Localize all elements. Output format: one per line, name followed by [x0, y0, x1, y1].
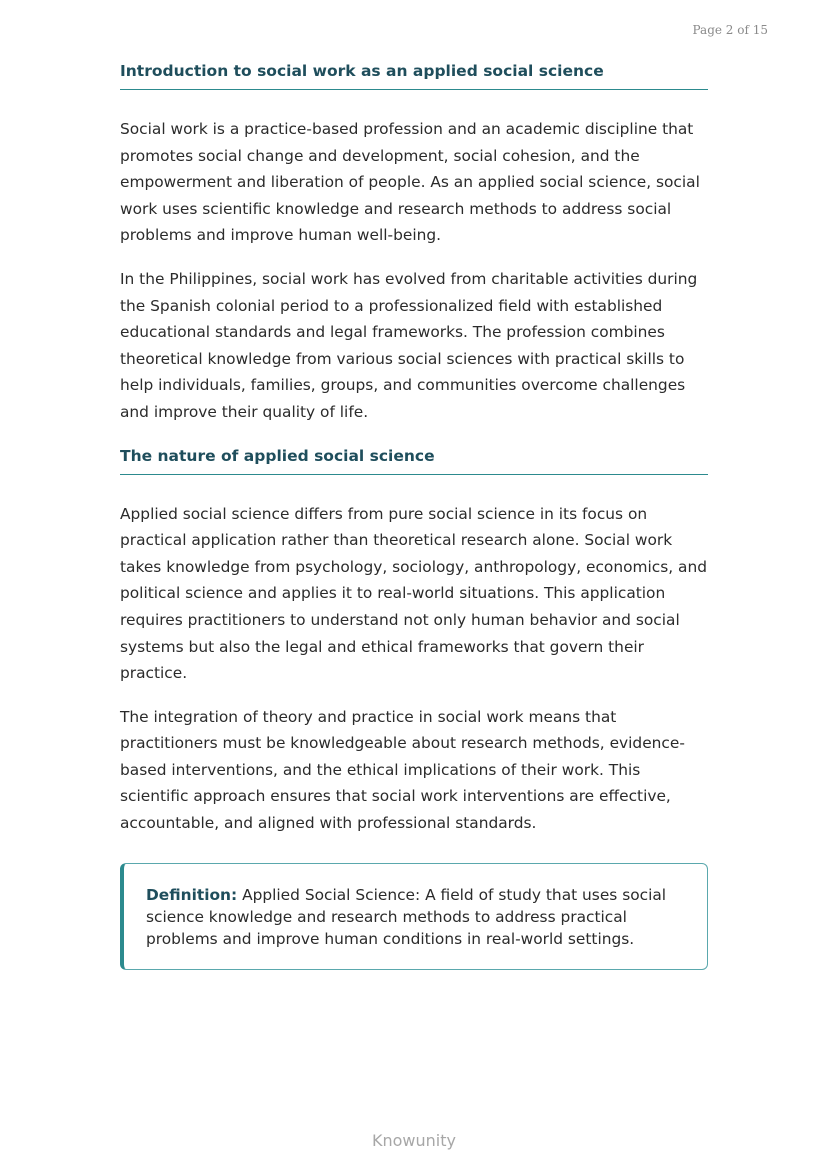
definition-box — [120, 863, 708, 970]
definition-text: Applied Social Science: A field of study that uses social science knowledge and research methods to address practical problems and improve human conditions in real-world settings. — [146, 885, 667, 948]
definition-label: Definition: — [146, 885, 238, 904]
footer-brand: Knowunity — [372, 1131, 456, 1150]
page-number: Page 2 of 15 — [692, 23, 768, 37]
section-heading-nature: The nature of applied social science — [120, 445, 708, 475]
intro-paragraph-2: In the Philippines, social work has evolved from charitable activities during the Spanish colonial period to a professionalized field with established educational standards and legal frameworks. The profession combines theoretical knowledge from various social sciences with practical skills to help individuals, families, groups, and communities overcome challenges and improve their quality of life. — [120, 269, 698, 421]
nature-paragraph-2: The integration of theory and practice in social work means that practitioners must be knowledgeable about research methods, evidence-based interventions, and the ethical implications of their work. This scientific approach ensures that social work interventions are effective, accountable, and aligned with professional standards. — [120, 707, 685, 833]
document-content — [120, 60, 708, 970]
intro-paragraph-1: Social work is a practice-based profession and an academic discipline that promotes social change and development, social cohesion, and the empowerment and liberation of people. As an applied social science, social work uses scientific knowledge and research methods to address social problems and improve human well-being. — [120, 120, 700, 245]
section-heading-introduction: Introduction to social work as an applied social science — [120, 60, 708, 90]
nature-paragraph-1: Applied social science differs from pure social science in its focus on practical application rather than theoretical research alone. Social work takes knowledge from psychology, sociology, anthropology, economics, and political science and applies it to real-world situations. This application requires practitioners to understand not only human behavior and social systems but also the legal and ethical frameworks that govern their practice. — [120, 504, 707, 683]
